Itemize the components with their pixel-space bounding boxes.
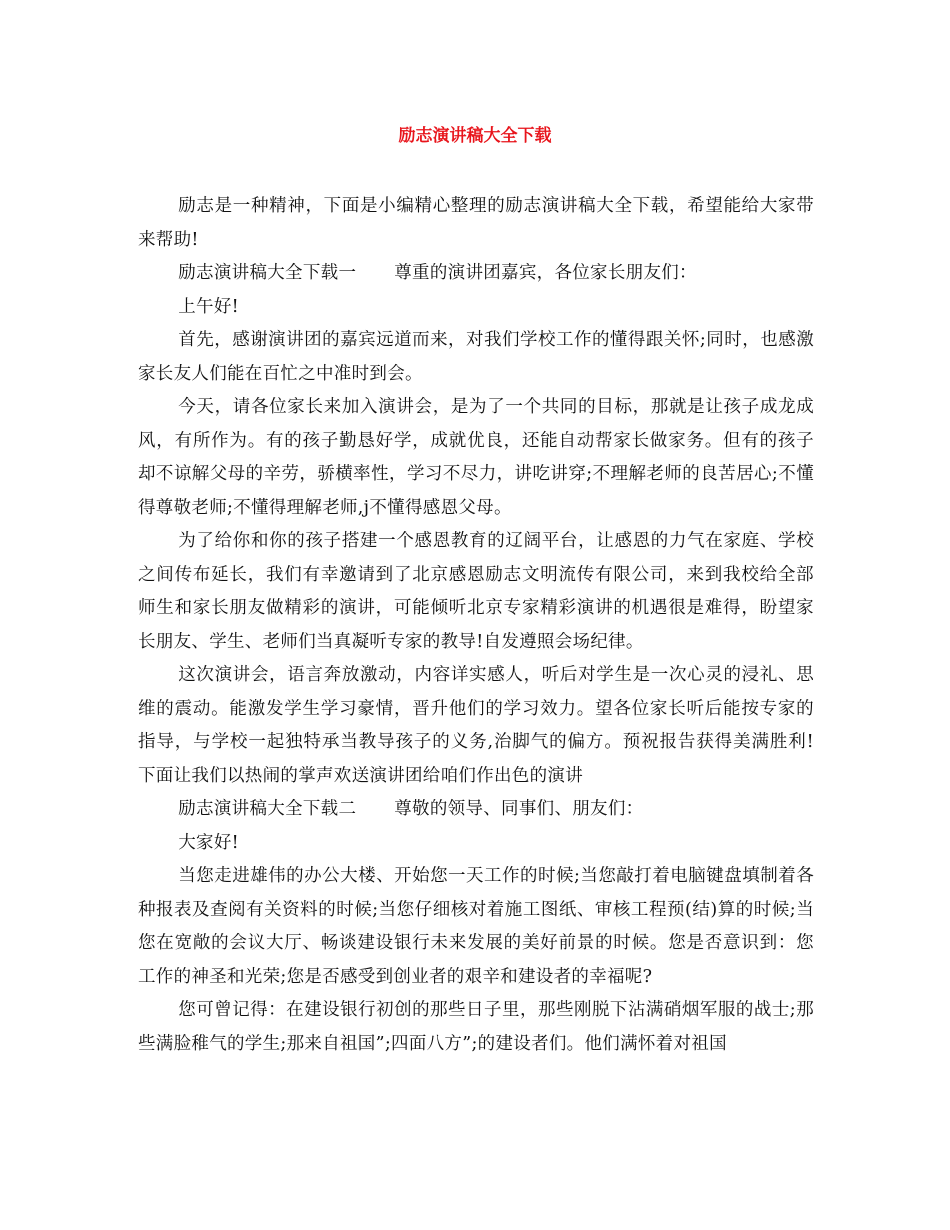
paragraph-purpose: 今天，请各位家长来加入演讲会，是为了一个共同的目标，那就是让孩子成龙成风，有所作为。有的孩子勤恳好学，成就优良，还能自动帮家长做家务。但有的孩子却不谅解父母的辛劳，骄横率性，学习不尽力，讲吃讲穿;不理解老师的良苦居心;不懂得尊敬老师;不懂得理解老师,j不懂得感恩父母。 [138,397,814,518]
section-heading-2 [138,793,814,827]
paragraph-platform: 为了给你和你的孩子搭建一个感恩教育的辽阔平台，让感恩的力气在家庭、学校之间传布延长，我们有幸邀请到了北京感恩励志文明流传有限公司，来到我校给全部师生和家长朋友做精彩的演讲，可能倾听北京专家精彩演讲的机遇很是难得，盼望家长朋友、学生、老师们当真凝听专家的教导!自发遵照会场纪律。 [138,531,814,652]
section-heading-1 [138,257,814,291]
paragraph-greeting-2: 大家好! [178,832,239,853]
paragraph-intro: 励志是一种精神，下面是小编精心整理的励志演讲稿大全下载，希望能给大家带来帮助! [138,196,814,250]
section-label-2: 励志演讲稿大全下载二 [178,799,357,819]
paragraph-thanks: 首先，感谢演讲团的嘉宾远道而来，对我们学校工作的懂得跟关怀;同时，也感激家长友人们能在百忙之中准时到会。 [138,330,814,384]
paragraph-greeting-1: 上午好! [178,296,239,317]
section-label-1: 励志演讲稿大全下载一 [178,263,357,283]
paragraph-memory: 您可曾记得：在建设银行初创的那些日子里，那些刚脱下沾满硝烟军服的战士;那些满脸稚气的学生;那来自祖国”;四面八方”;的建设者们。他们满怀着对祖国 [138,1000,814,1054]
document-title: 励志演讲稿大全下载 [398,126,552,146]
paragraph-work: 当您走进雄伟的办公大楼、开始您一天工作的时候;当您敲打着电脑键盘填制着各种报表及查阅有关资料的时候;当您仔细核对着施工图纸、审核工程预(结)算的时候;当您在宽敞的会议大厅、畅谈建设银行未来发展的美好前景的时候。您是否意识到：您工作的神圣和光荣;您是否感受到创业者的艰辛和建设者的幸福呢? [138,866,814,987]
document-body [138,190,814,1061]
section-salutation-2: 尊敬的领导、同事们、朋友们： [394,799,644,819]
section-salutation-1: 尊重的演讲团嘉宾，各位家长朋友们： [394,263,697,283]
paragraph-expectation: 这次演讲会，语言奔放激动，内容详实感人，听后对学生是一次心灵的浸礼、思维的震动。能激发学生学习豪情，晋升他们的学习效力。望各位家长听后能按专家的指导，与学校一起独特承当教导孩子的义务,治脚气的偏方。预祝报告获得美满胜利! 下面让我们以热闹的掌声欢送演讲团给咱们作出色的演讲 [138,665,814,786]
